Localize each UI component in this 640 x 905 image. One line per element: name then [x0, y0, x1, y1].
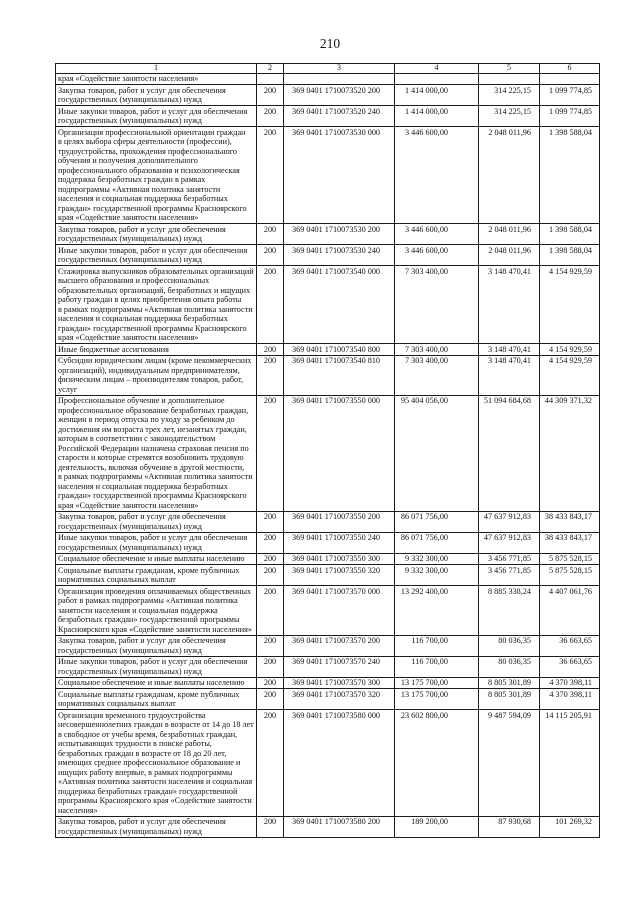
item-name-cell	[56, 710, 257, 817]
item-name-line: работу граждан в целях приобретения опыта работы	[58, 295, 242, 304]
item-name-line: Социальные выплаты гражданам, кроме публичных	[58, 689, 240, 699]
item-name-cell	[56, 106, 257, 127]
approved-amount-cell: 3 446 600,00	[395, 224, 479, 245]
remaining-amount-cell: 4 154 929,59	[540, 355, 600, 395]
executed-amount-cell: 314 225,15	[479, 106, 540, 127]
remaining-amount-cell: 4 407 061,76	[540, 586, 600, 636]
line-code-cell: 200	[257, 395, 284, 511]
executed-amount-cell: 2 048 011,96	[479, 224, 540, 245]
line-code-cell: 200	[257, 106, 284, 127]
table-row	[56, 816, 600, 837]
item-name-line: в свободное от учебы время, безработных граждан,	[58, 729, 238, 739]
table-body	[56, 73, 600, 837]
executed-amount-cell: 8 805 301,89	[479, 689, 540, 710]
item-name-line: Организация временного трудоустройства	[58, 710, 206, 720]
approved-amount-cell: 189 200,00	[395, 816, 479, 837]
remaining-amount-cell: 1 099 774,85	[540, 106, 600, 127]
item-name-line: государственных (муниципальных) нужд	[58, 666, 202, 676]
line-code-cell: 200	[257, 266, 284, 344]
item-name-line: Социальное обеспечение и иные выплаты населению	[58, 554, 245, 563]
approved-amount-cell: 95 404 056,00	[395, 395, 479, 511]
remaining-amount-cell: 44 309 371,32	[540, 395, 600, 511]
item-name-line: в целях выбора сферы деятельности (профессии),	[58, 137, 232, 146]
item-name-line: края «Содействие занятости населения»	[58, 213, 199, 222]
item-name-line: населения и социальная поддержка безработных	[58, 314, 228, 323]
item-name-line: имеющих среднее профессиональное образование и	[58, 758, 241, 767]
column-number-5: 5	[479, 64, 540, 74]
expense-code-cell: 369 0401 1710073550 300	[284, 553, 395, 565]
item-name-line: услуг	[58, 384, 78, 394]
approved-amount-cell: 1 414 000,00	[395, 85, 479, 106]
item-name-line: достижения им возраста трех лет, незанятых граждан,	[58, 424, 247, 434]
page-number: 210	[319, 36, 341, 51]
remaining-amount-cell: 1 398 588,04	[540, 245, 600, 266]
remaining-amount-cell: 1 099 774,85	[540, 85, 600, 106]
executed-amount-cell: 314 225,15	[479, 85, 540, 106]
table-row	[56, 245, 600, 266]
remaining-amount-cell: 4 154 929,59	[540, 344, 600, 356]
table-row	[56, 344, 600, 356]
table-row	[56, 635, 600, 656]
line-code-cell: 200	[257, 689, 284, 710]
item-name-line: населения и социальная поддержка безработных	[58, 481, 228, 491]
approved-amount-cell: 7 303 400,00	[395, 355, 479, 395]
remaining-amount-cell: 38 433 843,17	[540, 532, 600, 553]
item-name-line: Субсидии юридическим лицам (кроме некоммерческих	[58, 356, 252, 365]
approved-amount-cell: 9 332 300,00	[395, 553, 479, 565]
item-name-line: Иные закупки товаров, работ и услуг для обеспечения	[58, 657, 248, 666]
expense-code-cell: 369 0401 1710073570 000	[284, 586, 395, 636]
remaining-amount-cell: 4 370 398,11	[540, 689, 600, 710]
line-code-cell: 200	[257, 245, 284, 266]
item-name-line: обучения и получения дополнительного	[58, 156, 198, 165]
executed-amount-cell: 51 094 684,68	[479, 395, 540, 511]
item-name-line: края «Содействие занятости населения»	[58, 500, 199, 510]
item-name-line: граждан» государственной программы Красноярского	[58, 203, 247, 213]
item-name-line: ищущих работу впервые, в рамках подпрограммы	[58, 767, 233, 777]
table-row	[56, 224, 600, 245]
item-name-line: Закупка товаров, работ и услуг для обеспечения	[58, 512, 226, 521]
approved-amount-cell: 86 071 756,00	[395, 532, 479, 553]
item-name-line: поддержка безработных граждан в рамках	[58, 175, 206, 184]
item-name-line: профессионального образования и психологическая	[58, 165, 240, 175]
approved-amount-cell: 7 303 400,00	[395, 344, 479, 356]
table-row	[56, 73, 600, 85]
item-name-cell	[56, 245, 257, 266]
line-code-cell: 200	[257, 532, 284, 553]
item-name-line: Иные закупки товаров, работ и услуг для обеспечения	[58, 245, 248, 255]
approved-amount-cell: 3 446 600,00	[395, 245, 479, 266]
column-number-4: 4	[395, 64, 479, 74]
item-name-line: деятельность, включая обучение в другой местности,	[58, 462, 245, 472]
executed-amount-cell: 3 456 771,85	[479, 553, 540, 565]
table-row	[56, 127, 600, 224]
item-name-line: организаций), индивидуальным предпринимателям,	[58, 365, 240, 375]
line-code-cell: 200	[257, 677, 284, 689]
line-code-cell: 200	[257, 85, 284, 106]
column-number-2: 2	[257, 64, 284, 74]
item-name-cell	[56, 656, 257, 677]
item-name-cell	[56, 565, 257, 586]
remaining-amount-cell: 1 398 588,04	[540, 224, 600, 245]
approved-amount-cell: 116 700,00	[395, 656, 479, 677]
remaining-amount-cell: 4 370 398,11	[540, 677, 600, 689]
item-name-line: «Активная политика занятости населения и социальная	[58, 777, 253, 786]
table-row	[56, 532, 600, 553]
item-name-cell	[56, 355, 257, 395]
line-code-cell: 200	[257, 224, 284, 245]
item-name-line: Социальное обеспечение и иные выплаты населению	[58, 678, 245, 687]
item-name-cell	[56, 532, 257, 553]
item-name-line: поддержка безработных граждан» государственной	[58, 786, 238, 796]
executed-amount-cell: 47 637 912,83	[479, 532, 540, 553]
expense-code-cell: 369 0401 1710073530 240	[284, 245, 395, 266]
item-name-line: государственных (муниципальных) нужд	[58, 234, 202, 243]
item-name-cell	[56, 586, 257, 636]
approved-amount-cell: 3 446 600,00	[395, 127, 479, 224]
table-row	[56, 106, 600, 127]
approved-amount-cell: 13 175 700,00	[395, 689, 479, 710]
remaining-amount-cell	[540, 73, 600, 85]
item-name-line: Закупка товаров, работ и услуг для обеспечения	[58, 224, 226, 234]
expense-code-cell	[284, 73, 395, 85]
remaining-amount-cell: 5 875 528,15	[540, 565, 600, 586]
item-name-line: образовательных организаций, безработных и ищущих	[58, 285, 251, 295]
line-code-cell: 200	[257, 355, 284, 395]
item-name-line: Закупка товаров, работ и услуг для обеспечения	[58, 85, 226, 95]
table-row	[56, 553, 600, 565]
item-name-line: профессиональное образование безработных граждан,	[58, 405, 249, 415]
table-row	[56, 85, 600, 106]
item-name-cell	[56, 677, 257, 689]
table-row	[56, 511, 600, 532]
item-name-cell	[56, 127, 257, 224]
item-name-line: безработных граждан в возрасте от 18 до 20 лет,	[58, 748, 227, 758]
item-name-cell	[56, 344, 257, 356]
item-name-line: высшего образования и профессиональных	[58, 276, 210, 285]
item-name-line: физическим лицам – производителям товаров, работ,	[58, 375, 244, 384]
item-name-line: старости и которые стремятся возобновить трудовую	[58, 453, 244, 462]
item-name-cell	[56, 73, 257, 85]
item-name-cell	[56, 635, 257, 656]
item-name-line: Организация проведения оплачиваемых общественных	[58, 586, 252, 596]
executed-amount-cell	[479, 73, 540, 85]
item-name-line: испытывающих трудности в поиске работы,	[58, 739, 212, 748]
item-name-line: государственных (муниципальных) нужд	[58, 645, 202, 655]
item-name-line: края «Содействие занятости населения»	[58, 333, 199, 342]
item-name-line: Закупка товаров, работ и услуг для обеспечения	[58, 636, 226, 645]
item-name-line: безработных граждан» государственной программы	[58, 615, 240, 624]
remaining-amount-cell: 1 398 588,04	[540, 127, 600, 224]
expense-code-cell: 369 0401 1710073540 810	[284, 355, 395, 395]
table-row	[56, 586, 600, 636]
executed-amount-cell: 8 885 338,24	[479, 586, 540, 636]
approved-amount-cell: 116 700,00	[395, 635, 479, 656]
item-name-line: в рамках подпрограммы «Активная политика занятости	[58, 304, 253, 314]
remaining-amount-cell: 4 154 929,59	[540, 266, 600, 344]
expense-code-cell: 369 0401 1710073550 000	[284, 395, 395, 511]
expense-code-cell: 369 0401 1710073580 000	[284, 710, 395, 817]
column-number-6: 6	[540, 64, 600, 74]
item-name-cell	[56, 511, 257, 532]
item-name-line: Стажировка выпускников образовательных организаций	[58, 266, 254, 276]
expense-code-cell: 369 0401 1710073550 240	[284, 532, 395, 553]
table-row	[56, 565, 600, 586]
executed-amount-cell: 2 048 011,96	[479, 127, 540, 224]
table-row	[56, 395, 600, 511]
line-code-cell: 200	[257, 127, 284, 224]
executed-amount-cell: 2 048 011,96	[479, 245, 540, 266]
line-code-cell	[257, 73, 284, 85]
approved-amount-cell	[395, 73, 479, 85]
expense-code-cell: 369 0401 1710073550 200	[284, 511, 395, 532]
executed-amount-cell: 87 930,68	[479, 816, 540, 837]
line-code-cell: 200	[257, 816, 284, 837]
table-row	[56, 266, 600, 344]
expense-code-cell: 369 0401 1710073540 800	[284, 344, 395, 356]
item-name-line: государственных (муниципальных) нужд	[58, 521, 202, 531]
item-name-cell	[56, 816, 257, 837]
expense-code-cell: 369 0401 1710073550 320	[284, 565, 395, 586]
executed-amount-cell: 3 148 470,41	[479, 355, 540, 395]
approved-amount-cell: 9 332 300,00	[395, 565, 479, 586]
item-name-line: граждан» государственной программы Красноярского	[58, 323, 247, 333]
item-name-line: Организация профессиональной ориентации граждан	[58, 127, 246, 137]
line-code-cell: 200	[257, 344, 284, 356]
line-code-cell: 200	[257, 553, 284, 565]
remaining-amount-cell: 14 115 205,91	[540, 710, 600, 817]
item-name-line: подпрограммы «Активная политика занятости	[58, 184, 221, 194]
item-name-line: государственных (муниципальных) нужд	[58, 826, 202, 836]
executed-amount-cell: 80 036,35	[479, 656, 540, 677]
item-name-line: женщин в период отпуска по уходу за ребенком до	[58, 415, 235, 424]
item-name-line: Иные закупки товаров, работ и услуг для обеспечения	[58, 533, 248, 542]
budget-execution-table	[55, 63, 600, 838]
item-name-line: Профессиональное обучение и дополнительное	[58, 396, 225, 405]
item-name-cell	[56, 224, 257, 245]
executed-amount-cell: 3 148 470,41	[479, 344, 540, 356]
item-name-line: в рамках подпрограммы «Активная политика занятости	[58, 472, 253, 481]
item-name-line: трудоустройства, прохождения профессионального	[58, 146, 238, 156]
executed-amount-cell: 3 456 771,85	[479, 565, 540, 586]
expense-code-cell: 369 0401 1710073570 200	[284, 635, 395, 656]
item-name-line: работ в рамках подпрограммы «Активная политика	[58, 596, 238, 605]
item-name-line: Российской Федерации назначена страховая пенсия по	[58, 443, 249, 453]
item-name-cell	[56, 266, 257, 344]
approved-amount-cell: 23 602 800,00	[395, 710, 479, 817]
table-row	[56, 710, 600, 817]
item-name-line: Красноярского края «Содействие занятости населения»	[58, 624, 252, 634]
expense-code-cell: 369 0401 1710073530 000	[284, 127, 395, 224]
item-name-line: Иные бюджетные ассигнования	[58, 344, 169, 354]
column-number-3: 3	[284, 64, 395, 74]
line-code-cell: 200	[257, 710, 284, 817]
executed-amount-cell: 3 148 470,41	[479, 266, 540, 344]
remaining-amount-cell: 101 269,32	[540, 816, 600, 837]
table-row	[56, 656, 600, 677]
item-name-line: населения и социальная поддержка безработных	[58, 194, 228, 203]
item-name-cell	[56, 395, 257, 511]
item-name-line: граждан» государственной программы Красноярского	[58, 491, 247, 500]
line-code-cell: 200	[257, 511, 284, 532]
item-name-line: Закупка товаров, работ и услуг для обеспечения	[58, 817, 226, 826]
approved-amount-cell: 7 303 400,00	[395, 266, 479, 344]
expense-code-cell: 369 0401 1710073540 000	[284, 266, 395, 344]
remaining-amount-cell: 36 663,65	[540, 635, 600, 656]
remaining-amount-cell: 5 875 528,15	[540, 553, 600, 565]
table-row	[56, 355, 600, 395]
approved-amount-cell: 86 071 756,00	[395, 511, 479, 532]
expense-code-cell: 369 0401 1710073570 300	[284, 677, 395, 689]
table-row	[56, 689, 600, 710]
item-name-line: государственных (муниципальных) нужд	[58, 95, 202, 104]
line-code-cell: 200	[257, 565, 284, 586]
line-code-cell: 200	[257, 586, 284, 636]
expense-code-cell: 369 0401 1710073570 240	[284, 656, 395, 677]
item-name-line: программы Красноярского края «Содействие занятости	[58, 796, 252, 805]
executed-amount-cell: 47 637 912,83	[479, 511, 540, 532]
item-name-cell	[56, 553, 257, 565]
executed-amount-cell: 80 036,35	[479, 635, 540, 656]
remaining-amount-cell: 36 663,65	[540, 656, 600, 677]
item-name-line: занятости населения и социальная поддержка	[58, 605, 218, 615]
item-name-line: Социальные выплаты гражданам, кроме публичных	[58, 565, 240, 575]
item-name-line: края «Содействие занятости населения»	[58, 74, 199, 83]
column-number-row	[56, 64, 600, 74]
item-name-line: несовершеннолетних граждан в возрасте от 14 до 18 лет	[58, 720, 254, 729]
item-name-line: государственных (муниципальных) нужд	[58, 116, 202, 125]
table-row	[56, 677, 600, 689]
executed-amount-cell: 8 805 301,89	[479, 677, 540, 689]
item-name-line: населения»	[58, 805, 98, 815]
executed-amount-cell: 9 487 594,09	[479, 710, 540, 817]
item-name-line: нормативных социальных выплат	[58, 575, 176, 584]
item-name-cell	[56, 689, 257, 710]
item-name-line: государственных (муниципальных) нужд	[58, 542, 202, 552]
expense-code-cell: 369 0401 1710073530 200	[284, 224, 395, 245]
line-code-cell: 200	[257, 635, 284, 656]
item-name-line: Иные закупки товаров, работ и услуг для обеспечения	[58, 106, 248, 116]
approved-amount-cell: 1 414 000,00	[395, 106, 479, 127]
expense-code-cell: 369 0401 1710073520 240	[284, 106, 395, 127]
line-code-cell: 200	[257, 656, 284, 677]
column-number-1: 1	[56, 64, 257, 74]
remaining-amount-cell: 38 433 843,17	[540, 511, 600, 532]
expense-code-cell: 369 0401 1710073520 200	[284, 85, 395, 106]
expense-code-cell: 369 0401 1710073570 320	[284, 689, 395, 710]
approved-amount-cell: 13 292 400,00	[395, 586, 479, 636]
item-name-line: государственных (муниципальных) нужд	[58, 255, 202, 264]
item-name-line: которым в соответствии с законодательством	[58, 434, 216, 443]
expense-code-cell: 369 0401 1710073580 200	[284, 816, 395, 837]
item-name-cell	[56, 85, 257, 106]
approved-amount-cell: 13 175 700,00	[395, 677, 479, 689]
item-name-line: нормативных социальных выплат	[58, 699, 176, 708]
